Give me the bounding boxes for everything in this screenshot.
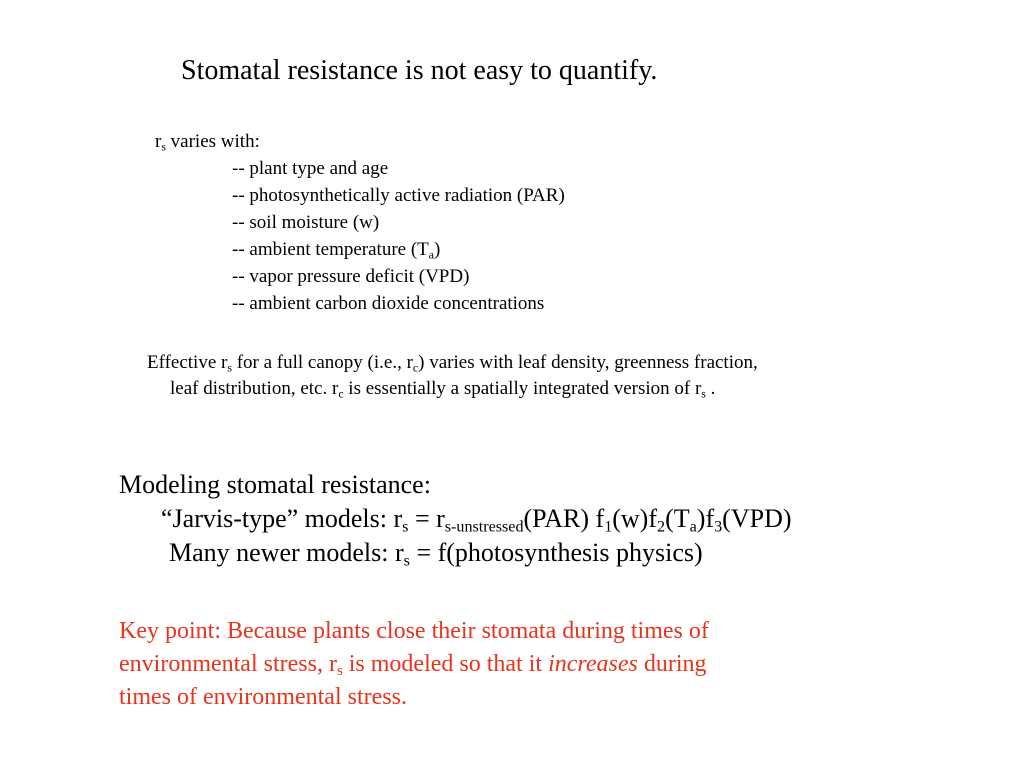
list-item: -- ambient temperature $(T_a)$ — [232, 239, 441, 262]
emphasis-increases: increases — [548, 651, 638, 677]
key-point-line: Key point: Because plants close their stomata during times of — [119, 618, 709, 644]
paragraph-line: Effective $r_s$ for a full canopy (i.e., $r_c$) varies with leaf density, greenness fraction, — [147, 352, 758, 375]
list-lead: $r_s$ varies with: — [155, 131, 260, 154]
list-item: -- soil moisture (w) — [232, 212, 380, 233]
rs-varies-list — [155, 128, 565, 317]
list-item: -- plant type and age — [232, 158, 389, 179]
list-item: -- ambient carbon dioxide concentrations — [232, 293, 545, 314]
slide-title: Stomatal resistance is not easy to quantify. — [181, 55, 658, 86]
list-item: -- vapor pressure deficit (VPD) — [232, 266, 470, 287]
key-point-line: times of environmental stress. — [119, 684, 407, 710]
jarvis-equation: “Jarvis-type” models: $r_s = r_{s-unstressed}(PAR)$ $f_1(w)f_2(T_a)f_3(VPD)$ — [161, 504, 792, 536]
list-item: -- photosynthetically active radiation (PAR) — [232, 185, 565, 206]
effective-rs-paragraph — [147, 350, 758, 402]
paragraph-line: leaf distribution, etc. $r_c$ is essentially a spatially integrated version of $r_s$ . — [170, 378, 716, 401]
key-point-line: environmental stress, $r_s$ is modeled so that it increases during — [119, 651, 707, 680]
key-point — [119, 615, 709, 714]
newer-models-equation: Many newer models: $r_s$ = f(photosynthesis physics) — [169, 538, 703, 570]
modeling-heading: Modeling stomatal resistance: — [119, 470, 431, 499]
modeling-section — [119, 468, 792, 570]
